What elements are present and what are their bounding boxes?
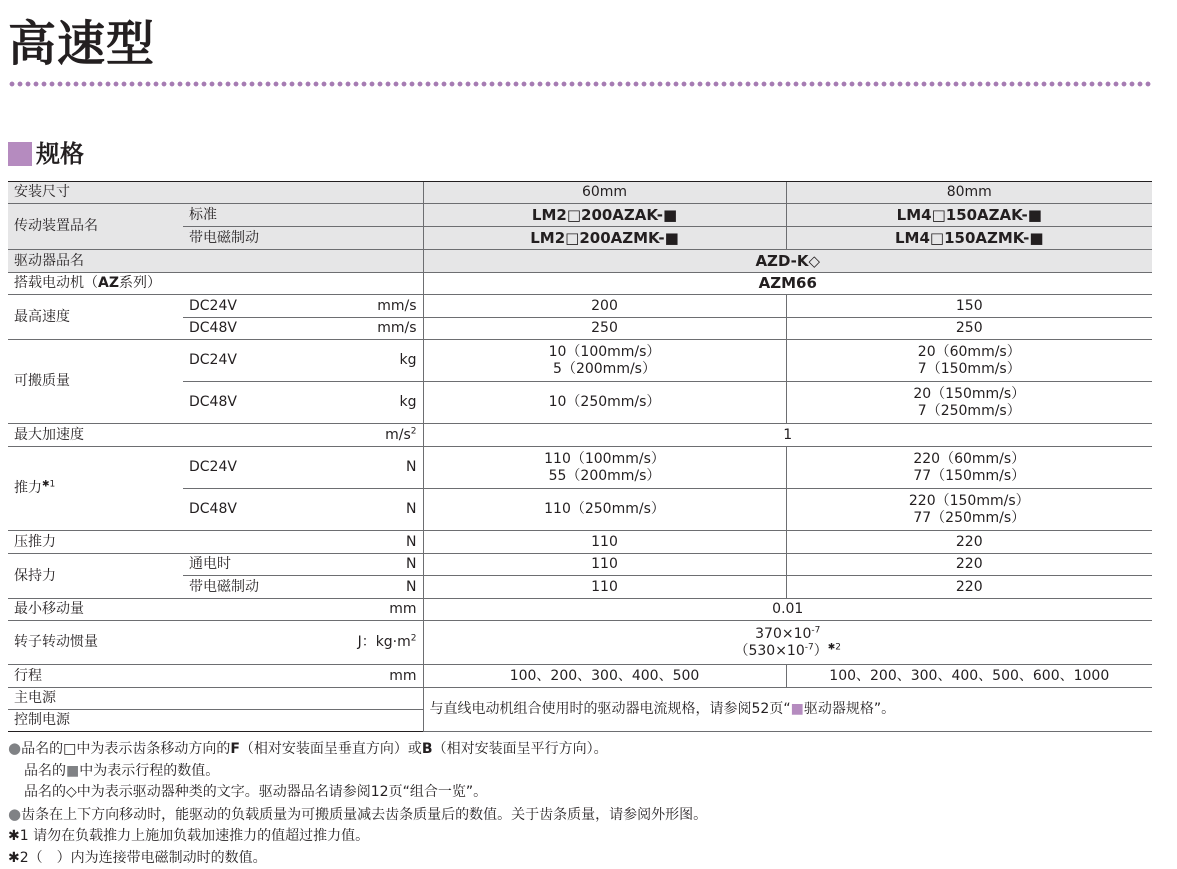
row-max-speed-24v: [8, 295, 1152, 318]
rotor-inertia-unit: J：$kg\cdot m^2$: [309, 621, 423, 665]
row-holding-energized: [8, 554, 1152, 576]
note-6: ✱2（ ）内为连接带电磁制动时的数值。: [8, 848, 707, 869]
page-title: 高速型: [8, 14, 155, 74]
payload-24v-voltage: DC24V: [183, 340, 309, 382]
row-rotor-inertia: [8, 621, 1152, 665]
thrust-48v-col1: 110（250mm/s）: [423, 489, 786, 531]
note-5: ✱1 请勿在负载推力上施加负载加速推力的值超过推力值。: [8, 826, 707, 848]
product-standard-col1: LM2□200AZAK-■: [423, 204, 786, 227]
row-mount-size: [8, 182, 1152, 204]
mount-size-col1: 60mm: [423, 182, 786, 204]
max-speed-48v-col2: 250: [786, 318, 1152, 340]
motor-value: AZM66: [423, 273, 1152, 295]
section-heading: [8, 139, 84, 169]
section-title: 规格: [36, 139, 84, 169]
row-push-force: [8, 531, 1152, 554]
holding-brake-unit: N: [309, 576, 423, 599]
driver-name-label: 驱动器品名: [8, 250, 423, 273]
bullet-icon: ●: [8, 739, 21, 757]
thrust-48v-voltage: DC48V: [183, 489, 309, 531]
row-product-standard: [8, 204, 1152, 227]
gray-square-icon: ■: [66, 763, 79, 779]
push-force-col2: 220: [786, 531, 1152, 554]
row-payload-24v: [8, 340, 1152, 382]
row-driver-name: [8, 250, 1152, 273]
min-move-unit: mm: [309, 599, 423, 621]
push-force-col1: 110: [423, 531, 786, 554]
product-standard-col2: LM4□150AZAK-■: [786, 204, 1152, 227]
max-accel-label: 最大加速度: [8, 424, 309, 447]
push-force-unit: N: [309, 531, 423, 554]
holding-force-label: 保持力: [8, 554, 183, 599]
payload-24v-unit: kg: [309, 340, 423, 382]
spec-table: [8, 181, 1152, 732]
thrust-24v-col2: 220（60mm/s） 77（150mm/s）: [786, 447, 1152, 489]
max-speed-48v-voltage: DC48V: [183, 318, 309, 340]
stroke-unit: mm: [309, 665, 423, 688]
note-4: ●齿条在上下方向移动时，能驱动的负载质量为可搬质量减去齿条质量后的数值。关于齿条质量，请参阅外形图。: [8, 804, 707, 827]
product-brake-label: 带电磁制动: [183, 227, 423, 250]
note-1: ●品名的□中为表示齿条移动方向的F（相对安装面呈垂直方向）或B（相对安装面呈平行方向）。: [8, 738, 707, 761]
row-min-move: [8, 599, 1152, 621]
stroke-col2: 100、200、300、400、500、600、1000: [786, 665, 1152, 688]
mount-size-label: 安装尺寸: [8, 182, 423, 204]
main-power-label: 主电源: [8, 688, 423, 710]
note-3: 品名的◇中为表示驱动器种类的文字。驱动器品名请参阅12页“组合一览”。: [8, 782, 707, 804]
mount-size-col2: 80mm: [786, 182, 1152, 204]
payload-24v-col1: 10（100mm/s） 5（200mm/s）: [423, 340, 786, 382]
max-accel-unit: $m/s^2$: [309, 424, 423, 447]
holding-brake-col2: 220: [786, 576, 1152, 599]
holding-brake-col1: 110: [423, 576, 786, 599]
holding-energized-unit: N: [309, 554, 423, 576]
max-speed-24v-voltage: DC24V: [183, 295, 309, 318]
payload-24v-col2: 20（60mm/s） 7（150mm/s）: [786, 340, 1152, 382]
note-2: 品名的■中为表示行程的数值。: [8, 761, 707, 783]
product-standard-label: 标准: [183, 204, 423, 227]
row-main-power: [8, 688, 1152, 710]
payload-48v-col2: 20（150mm/s） 7（250mm/s）: [786, 382, 1152, 424]
payload-48v-col1: 10（250mm/s）: [423, 382, 786, 424]
control-power-label: 控制电源: [8, 710, 423, 732]
motor-label: 搭载电动机（AZ系列）: [8, 273, 423, 295]
thrust-label: 推力$^{✱1}$: [8, 447, 183, 531]
min-move-value: 0.01: [423, 599, 1152, 621]
row-thrust-24v: [8, 447, 1152, 489]
min-move-label: 最小移动量: [8, 599, 309, 621]
holding-energized-label: 通电时: [183, 554, 309, 576]
payload-48v-unit: kg: [309, 382, 423, 424]
row-stroke: [8, 665, 1152, 688]
bullet-icon: ●: [8, 805, 21, 823]
footnotes: [8, 738, 707, 869]
max-speed-24v-unit: mm/s: [309, 295, 423, 318]
thrust-48v-col2: 220（150mm/s） 77（250mm/s）: [786, 489, 1152, 531]
holding-brake-label: 带电磁制动: [183, 576, 309, 599]
product-brake-col2: LM4□150AZMK-■: [786, 227, 1152, 250]
driver-name-value: AZD-K◇: [423, 250, 1152, 273]
row-max-accel: [8, 424, 1152, 447]
power-note: 与直线电动机组合使用时的驱动器电流规格，请参阅52页“■驱动器规格”。: [423, 688, 1152, 732]
holding-energized-col2: 220: [786, 554, 1152, 576]
payload-48v-voltage: DC48V: [183, 382, 309, 424]
thrust-24v-col1: 110（100mm/s） 55（200mm/s）: [423, 447, 786, 489]
stroke-col1: 100、200、300、400、500: [423, 665, 786, 688]
product-name-label: 传动装置品名: [8, 204, 183, 250]
thrust-48v-unit: N: [309, 489, 423, 531]
magenta-square-icon: ■: [791, 701, 804, 717]
max-accel-value: 1: [423, 424, 1152, 447]
max-speed-label: 最高速度: [8, 295, 183, 340]
dotted-divider: [8, 81, 1152, 87]
max-speed-24v-col1: 200: [423, 295, 786, 318]
holding-energized-col1: 110: [423, 554, 786, 576]
payload-label: 可搬质量: [8, 340, 183, 424]
thrust-24v-voltage: DC24V: [183, 447, 309, 489]
max-speed-48v-unit: mm/s: [309, 318, 423, 340]
row-motor: [8, 273, 1152, 295]
max-speed-48v-col1: 250: [423, 318, 786, 340]
product-brake-col1: LM2□200AZMK-■: [423, 227, 786, 250]
rotor-inertia-value: $370\times 10^{-7}$ $(530\times 10^{-7})^{✱2}$: [423, 621, 1152, 665]
section-square-icon: [8, 142, 32, 166]
thrust-24v-unit: N: [309, 447, 423, 489]
stroke-label: 行程: [8, 665, 309, 688]
push-force-label: 压推力: [8, 531, 309, 554]
rotor-inertia-label: 转子转动惯量: [8, 621, 309, 665]
max-speed-24v-col2: 150: [786, 295, 1152, 318]
